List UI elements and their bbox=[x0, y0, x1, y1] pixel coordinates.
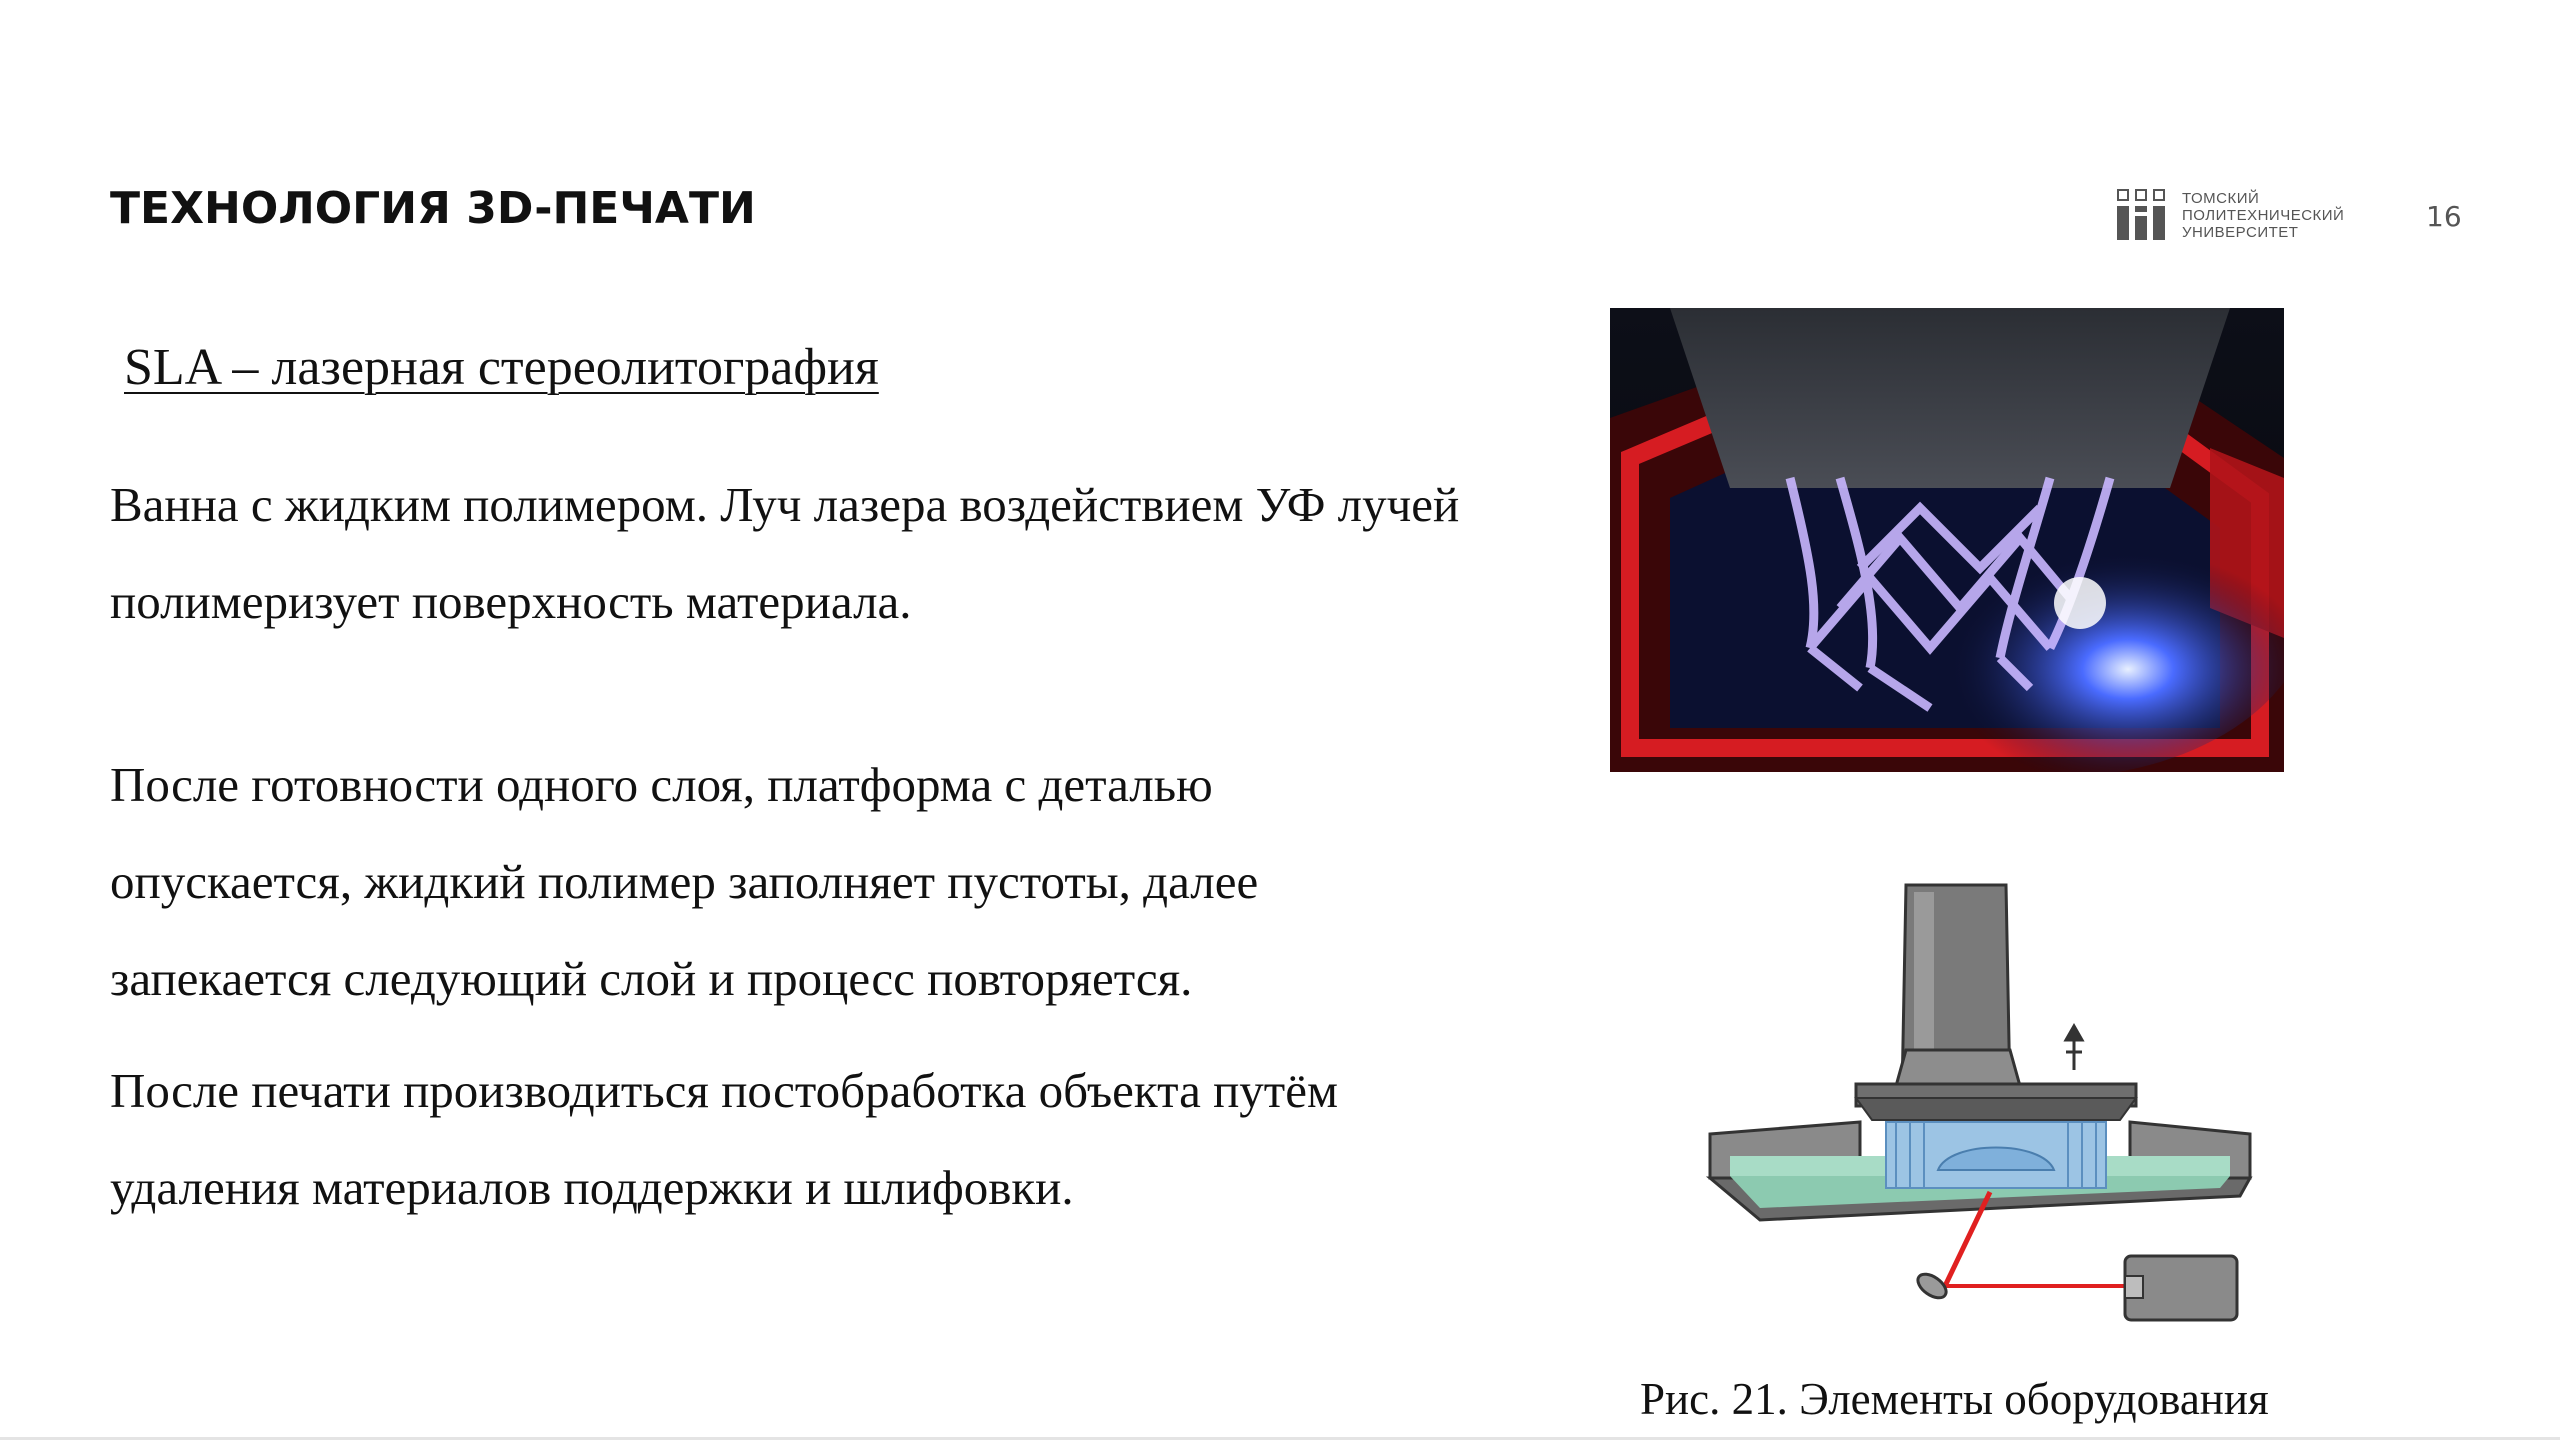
paragraph-3: После печати производиться постобработка объекта путём удаления материалов поддержки и шлифовки. bbox=[110, 1063, 1338, 1215]
section-subtitle: SLA – лазерная стереолитография bbox=[124, 339, 879, 396]
figure-caption: Рис. 21. Элементы оборудования bbox=[1640, 1374, 2269, 1424]
tpu-logo-icon bbox=[2116, 188, 2168, 242]
logo-text-line: УНИВЕРСИТЕТ bbox=[2182, 223, 2299, 241]
logo-text bbox=[2182, 190, 2344, 241]
paragraph-2: После готовности одного слоя, платформа с деталью опускается, жидкий полимер заполняет пустоты, далее запекается следующий слой и процесс повторяется. bbox=[110, 757, 1259, 1006]
logo-text-line: ТОМСКИЙ bbox=[2182, 189, 2260, 207]
slide-title: ТЕХНОЛОГИЯ 3D-ПЕЧАТИ bbox=[110, 183, 756, 234]
sla-equipment-diagram bbox=[1700, 870, 2260, 1350]
page-number: 16 bbox=[2426, 200, 2462, 233]
logo-text-line: ПОЛИТЕХНИЧЕСКИЙ bbox=[2182, 206, 2345, 224]
sla-printing-photo bbox=[1610, 308, 2284, 772]
university-logo bbox=[2116, 188, 2344, 242]
paragraph-1: Ванна с жидким полимером. Луч лазера воздействием УФ лучей полимеризует поверхность материала. bbox=[110, 477, 1460, 629]
